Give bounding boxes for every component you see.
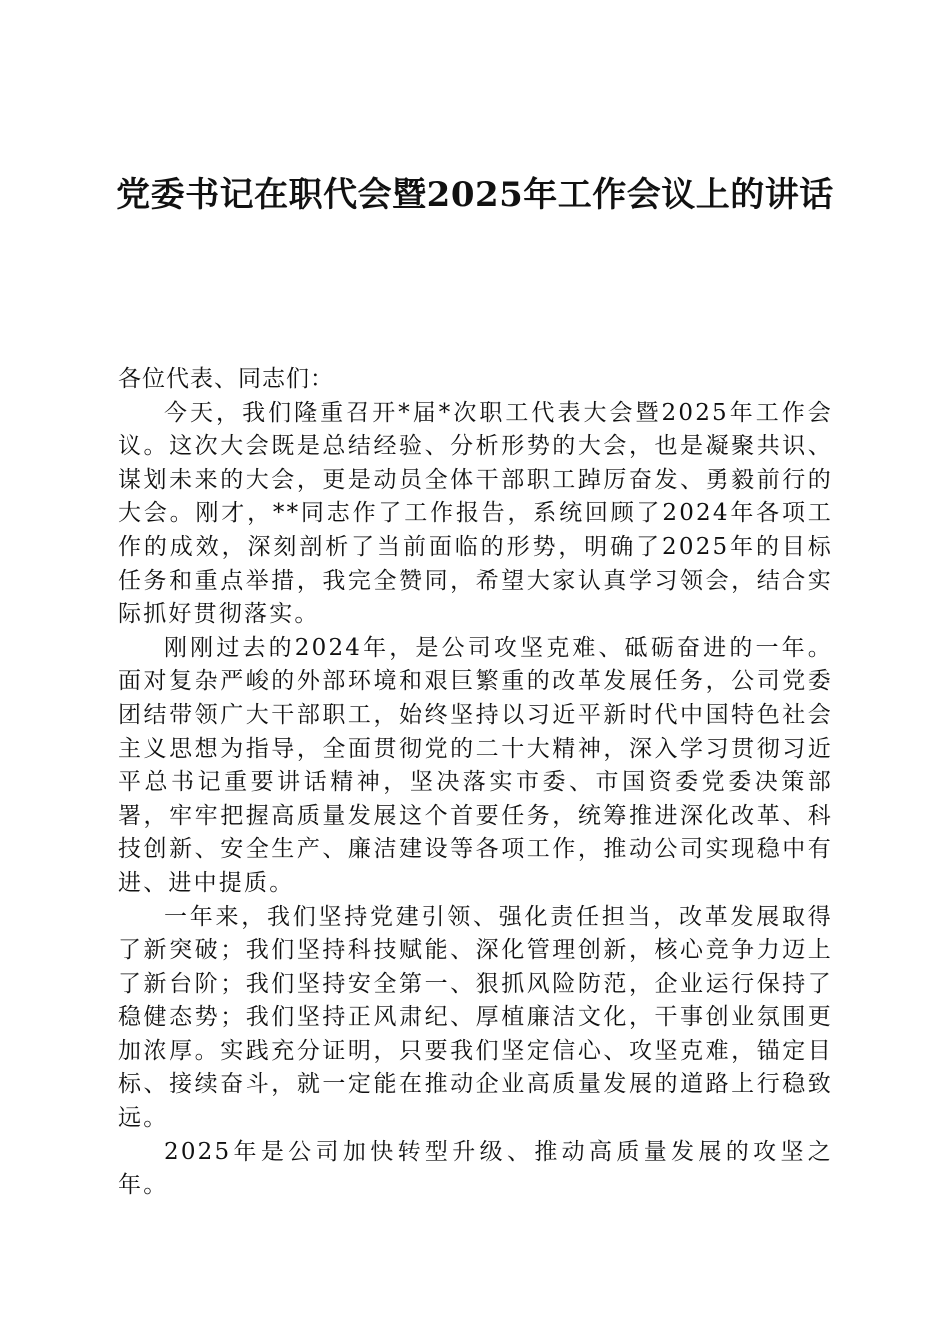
document-title: 党委书记在职代会暨2025年工作会议上的讲话 <box>116 175 834 215</box>
paragraph-opening: 今天，我们隆重召开*届*次职工代表大会暨2025年工作会议。这次大会既是总结经验、分析形势的大会，也是凝聚共识、谋划未来的大会，更是动员全体干部职工踔厉奋发、勇毅前行的大会。刚才，**同志作了工作报告，系统回顾了2024年各项工作的成效，深刻剖析了当前面临的形势，明确了2025年的目标任务和重点举措，我完全赞同，希望大家认真学习领会，结合实际抓好贯彻落实。 <box>118 399 833 628</box>
document-body <box>118 363 833 1203</box>
salutation: 各位代表、同志们： <box>118 366 334 392</box>
paragraph-achievements: 一年来，我们坚持党建引领、强化责任担当，改革发展取得了新突破；我们坚持科技赋能、深化管理创新，核心竞争力迈上了新台阶；我们坚持安全第一、狠抓风险防范，企业运行保持了稳健态势；我们坚持正风肃纪、厚植廉洁文化，干事创业氛围更加浓厚。实践充分证明，只要我们坚定信心、攻坚克难，锚定目标、接续奋斗，就一定能在推动企业高质量发展的道路上行稳致远。 <box>118 903 833 1132</box>
paragraph-2025-outlook: 2025年是公司加快转型升级、推动高质量发展的攻坚之年。 <box>118 1138 833 1199</box>
paragraph-review-2024: 刚刚过去的2024年，是公司攻坚克难、砥砺奋进的一年。面对复杂严峻的外部环境和艰巨繁重的改革发展任务，公司党委团结带领广大干部职工，始终坚持以习近平新时代中国特色社会主义思想为指导，全面贯彻党的二十大精神，深入学习贯彻习近平总书记重要讲话精神，坚决落实市委、市国资委党委决策部署，牢牢把握高质量发展这个首要任务，统筹推进深化改革、科技创新、安全生产、廉洁建设等各项工作，推动公司实现稳中有进、进中提质。 <box>118 634 833 896</box>
